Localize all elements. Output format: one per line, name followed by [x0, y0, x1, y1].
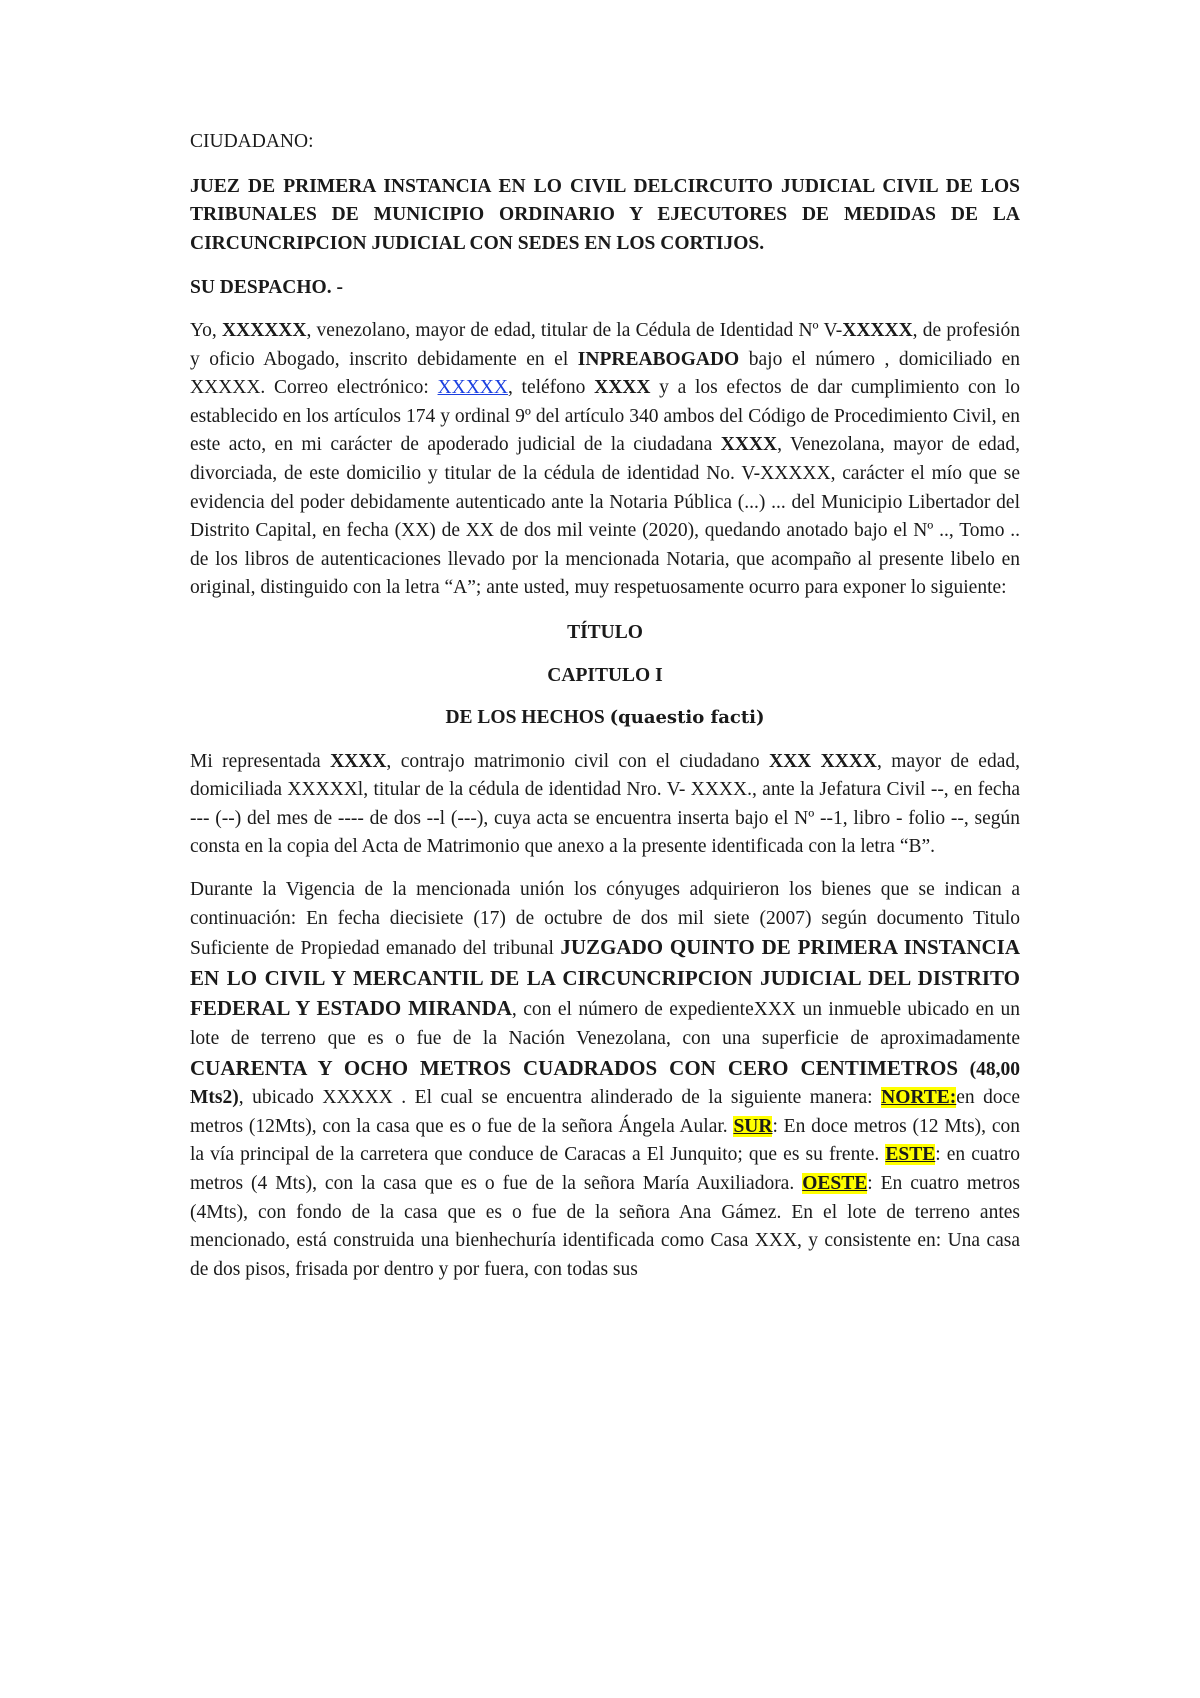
court-header: JUEZ DE PRIMERA INSTANCIA EN LO CIVIL DELCIRCUITO JUDICIAL CIVIL DE LOS TRIBUNALES DE MUNICIPIO ORDINARIO Y EJECUTORES DE MEDIDAS DE LA CIRCUNCRIPCION JUDICIAL CON SEDES EN LOS CORTIJOS. [190, 175, 1020, 254]
marriage-paragraph: Mi representada XXXX, contrajo matrimonio civil con el ciudadano XXX XXXX, mayor de edad, domiciliada XXXXXl, titular de la cédula de identidad Nro. V- XXXX., ante la Jefatura Civil --, en fecha --- (--) del mes de ---- de dos --l (---), cuya acta se encuentra inserta bajo el Nº --1, libro - folio --, según consta en la copia del Acta de Matrimonio que anexo a la presente identificada con la letra “B”. [190, 750, 1020, 858]
boundary-sur: SUR [733, 1115, 773, 1137]
capitulo-heading: CAPITULO I [547, 664, 663, 686]
hechos-heading: DE LOS HECHOS (quaestio facti) [445, 707, 765, 729]
inpreabogado-label: INPREABOGADO [577, 348, 740, 370]
email-link[interactable]: XXXXX [437, 377, 508, 399]
boundary-oeste: OESTE [802, 1173, 868, 1194]
boundary-norte: NORTE: [881, 1087, 957, 1109]
area-description: CUARENTA Y OCHO METROS CUADRADOS CON CERO CENTIMETROS [190, 1055, 959, 1080]
greeting: CIUDADANO: [190, 131, 314, 152]
despacho-heading: SU DESPACHO. - [190, 277, 343, 299]
boundary-este: ESTE [885, 1144, 936, 1166]
property-paragraph: Durante la Vigencia de la mencionada unión los cónyuges adquirieron los bienes que se indican a continuación: En fecha diecisiete (17) de octubre de dos mil siete (2007) según documento Titulo Suficiente de Propiedad emanado del tribunal JUZGADO QUINTO DE PRIMERA INSTANCIA EN LO CIVIL Y MERCANTIL DE LA CIRCUNCRIPCION JUDICIAL DEL DISTRITO FEDERAL Y ESTADO MIRANDA, con el número de expedienteXXX un inmueble ubicado en un lote de terreno que es o fue de la Nación Venezolana, con una superficie de aproximadamente CUARENTA Y OCHO METROS CUADRADOS CON CERO CENTIMETROS (48,00 Mts2), ubicado XXXXX . El cual se encuentra alinderado de la siguiente manera: NORTE:en doce metros (12Mts), con la casa que es o fue de la señora Ángela Aular. SUR: En doce metros (12 Mts), con la vía principal de la carretera que conduce de Caracas a El Junquito; que es su frente. ESTE: en cuatro metros (4 Mts), con la casa que es o fue de la señora María Auxiliadora. OESTE: En cuatro metros (4Mts), con fondo de la casa que es o fue de la señora Ana Gámez. En el lote de terreno antes mencionado, está construida una bienhechuría identificada como Casa XXX, y consistente en: Una casa de dos pisos, frisada por dentro y por fuera, con todas sus [190, 879, 1021, 1280]
document-body [190, 128, 1020, 1298]
court-name: JUZGADO QUINTO DE PRIMERA INSTANCIA EN LO CIVIL Y MERCANTIL DE LA CIRCUNCRIPCION JUDICIAL DEL DISTRITO FEDERAL Y ESTADO MIRANDA [190, 935, 1020, 1021]
titulo-heading: TÍTULO [567, 621, 643, 643]
intro-paragraph: Yo, XXXXXX, venezolano, mayor de edad, titular de la Cédula de Identidad Nº V-XXXXX, de profesión y oficio Abogado, inscrito debidamente en el INPREABOGADO bajo el número , domiciliado en XXXXX. Correo electrónico: XXXXX, teléfono XXXX y a los efectos de dar cumplimiento con lo establecido en los artículos 174 y ordinal 9º del artículo 340 ambos del Código de Procedimiento Civil, en este acto, en mi carácter de apoderado judicial de la ciudadana XXXX, Venezolana, mayor de edad, divorciada, de este domicilio y titular de la cédula de identidad No. V-XXXXX, carácter el mío que se evidencia del poder debidamente autenticado ante la Notaria Pública (...) ... del Municipio Libertador del Distrito Capital, en fecha (XX) de XX de dos mil veinte (2020), quedando anotado bajo el Nº .., Tomo .. de los libros de autenticaciones llevado por la mencionada Notaria, que acompaño al presente libelo en original, distinguido con la letra “A”; ante usted, muy respetuosamente ocurro para exponer lo siguiente: [190, 319, 1021, 599]
